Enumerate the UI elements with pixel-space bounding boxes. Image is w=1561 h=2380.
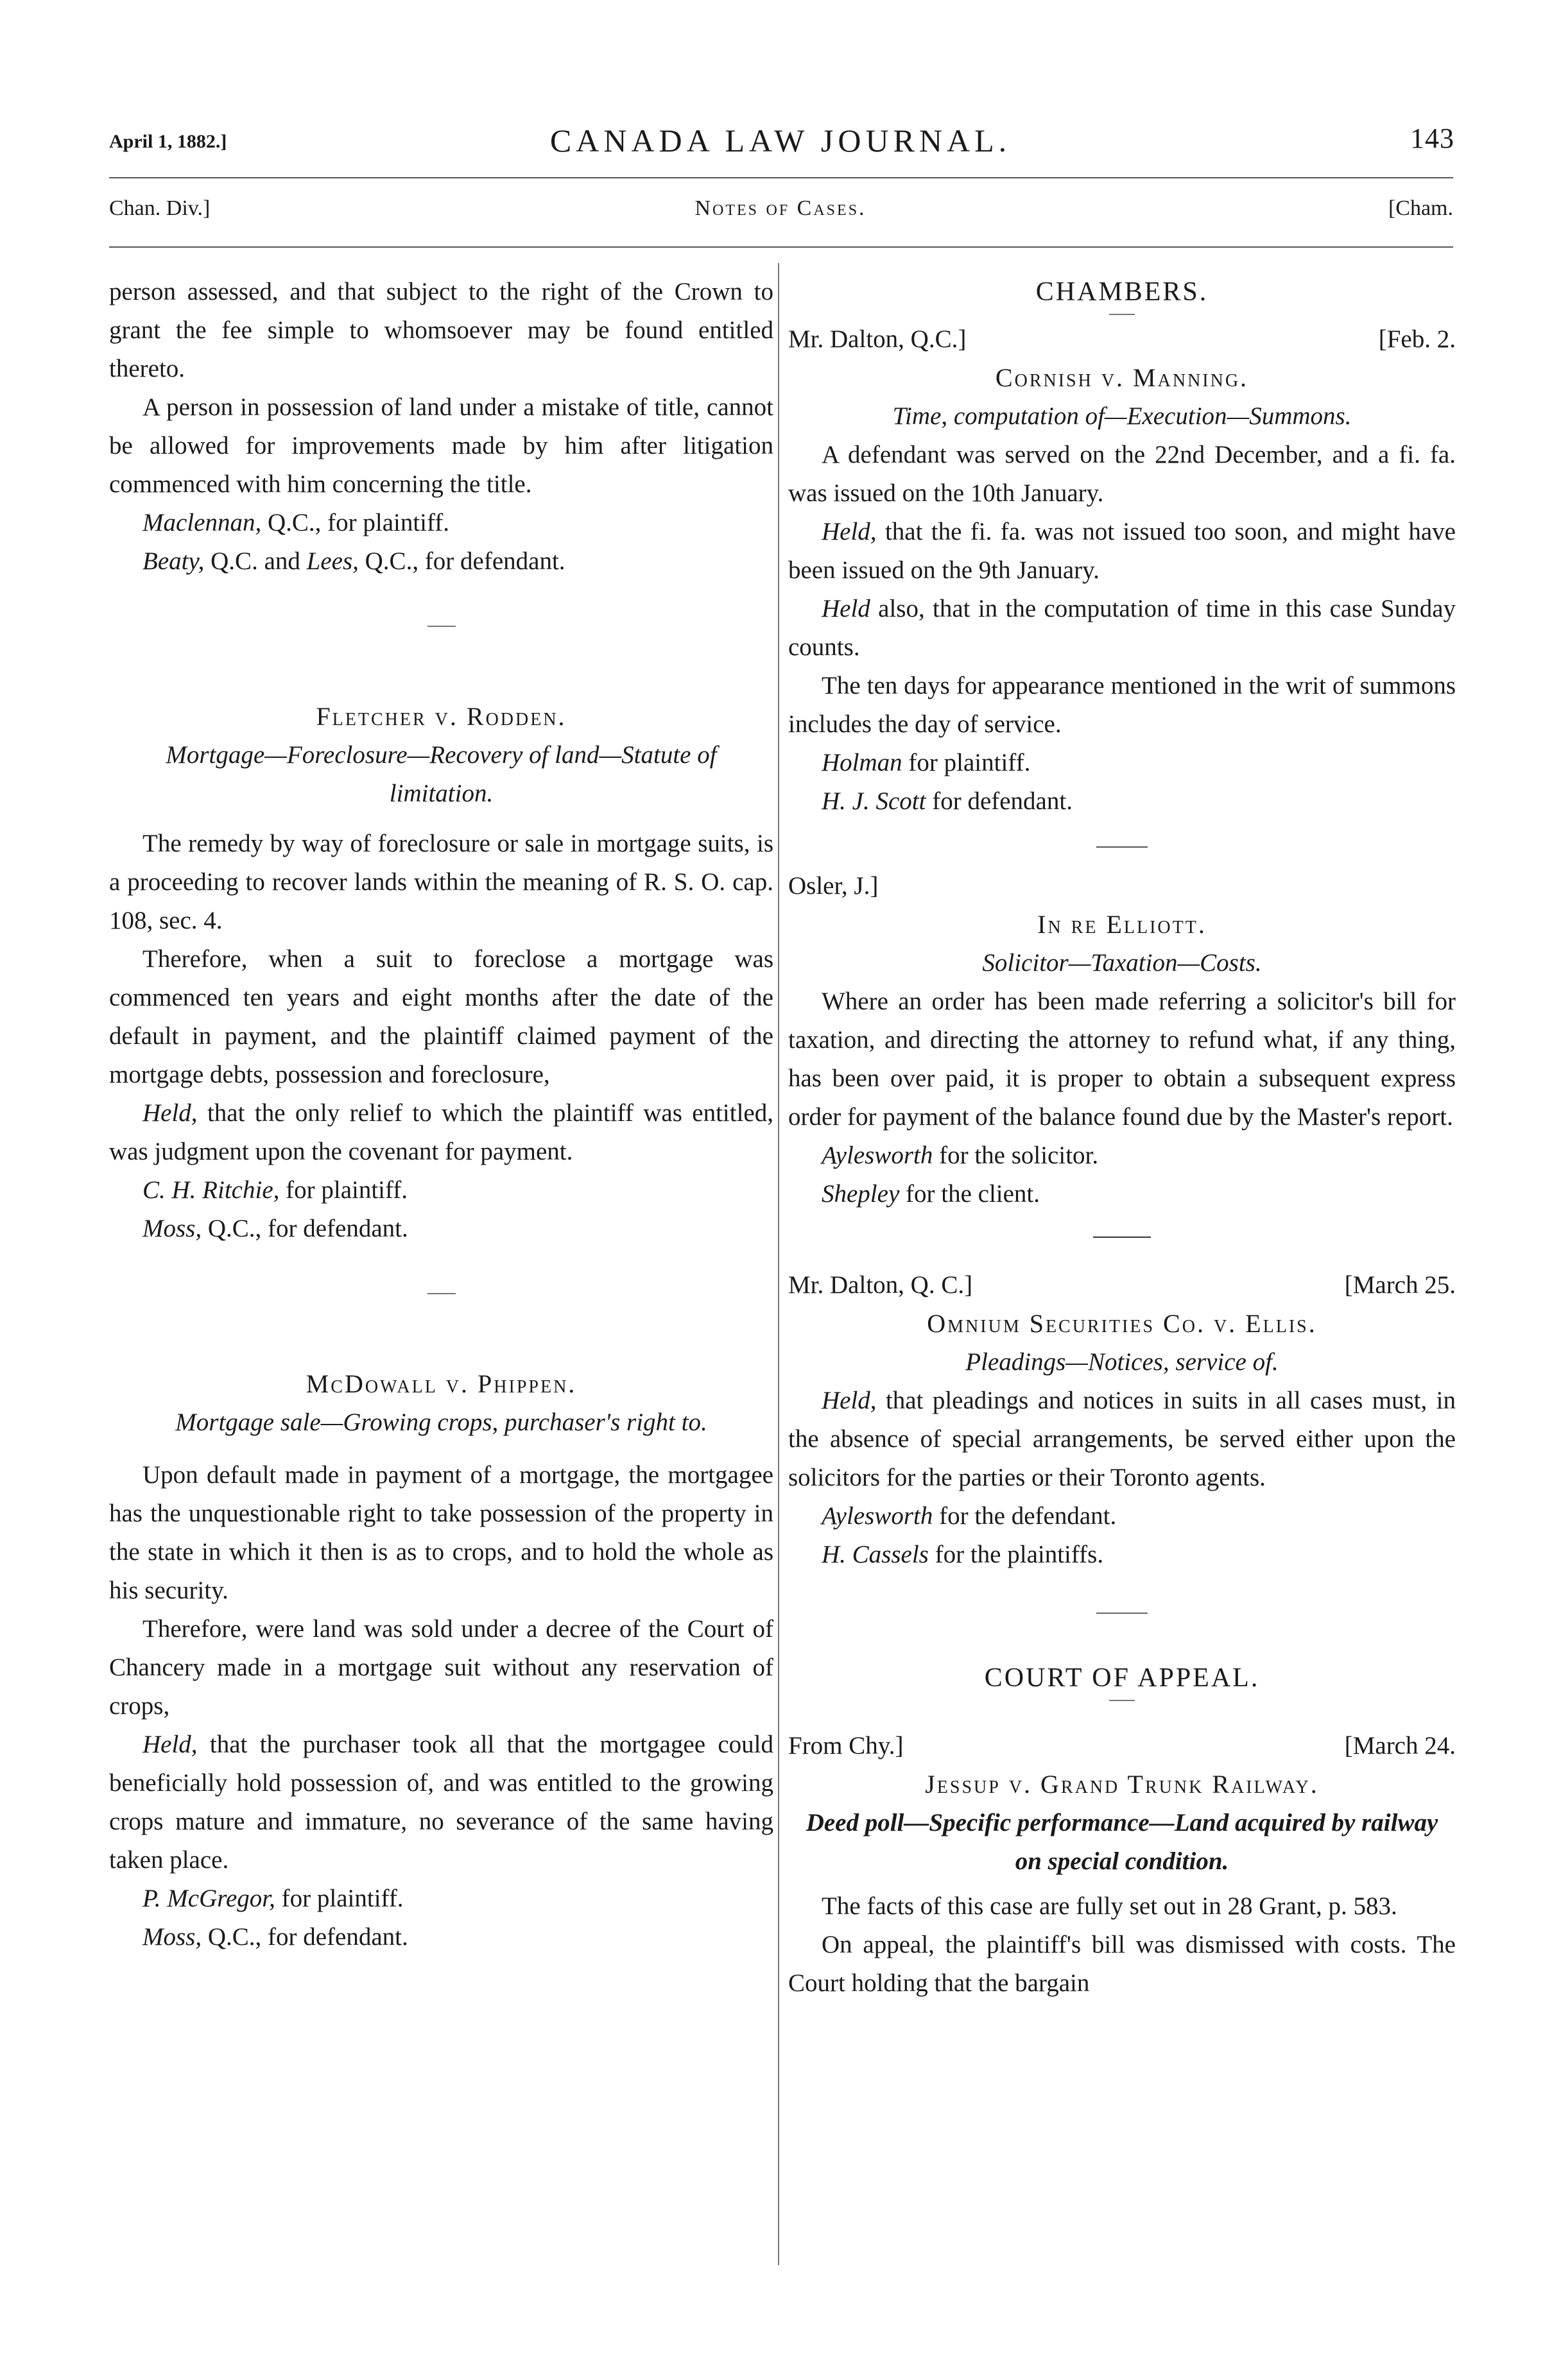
counsel-name: Lees, xyxy=(306,547,359,575)
case-paragraph: A defendant was served on the 22nd December, and a fi. fa. was issued on the 10th January. xyxy=(788,441,1456,507)
counsel-name: Beaty, xyxy=(142,547,205,575)
case-topic: Pleadings—Notices, service of. xyxy=(965,1348,1279,1376)
case-title: Omnium Securities Co. v. Ellis. xyxy=(927,1309,1317,1338)
case-topic: Time, computation of—Execution—Summons. xyxy=(892,402,1352,430)
case-holding: Held, that the fi. fa. was not issued too soon, and might have been issued on the 9th January. xyxy=(788,518,1456,584)
case-paragraph: Therefore, were land was sold under a decree of the Court of Chancery made in a mortgage suit without any reservation of crops, xyxy=(109,1615,773,1720)
heading-separator xyxy=(1109,1700,1135,1701)
held-word: Held xyxy=(822,595,870,622)
counsel-line: Shepley for the client. xyxy=(822,1180,1040,1208)
case-topic: Mortgage—Foreclosure—Recovery of land—Statute of limitation. xyxy=(166,741,717,807)
counsel-name: P. McGregor, xyxy=(142,1885,275,1912)
judge-line xyxy=(788,867,1456,905)
chambers-heading: CHAMBERS. xyxy=(1035,277,1209,307)
journal-title: CANADA LAW JOURNAL. xyxy=(549,123,1012,158)
case-separator xyxy=(1093,1237,1151,1238)
case-paragraph: On appeal, the plaintiff's bill was dismissed with costs. The Court holding that the bargain xyxy=(788,1931,1456,1997)
counsel-line: Holman for plaintiff. xyxy=(822,749,1031,776)
case-date: [Feb. 2. xyxy=(1378,325,1456,353)
case-holding: Held, that the only relief to which the plaintiff was entitled, was judgment upon the covenant for payment. xyxy=(109,1099,773,1165)
case-paragraph: The ten days for appearance mentioned in the writ of summons includes the day of service. xyxy=(788,672,1456,738)
case-holding: Held, that the purchaser took all that the mortgagee could beneficially hold possession of, and was entitled to the growing crops mature and immature, no severance of the same having taken place. xyxy=(109,1731,773,1874)
case-separator xyxy=(1096,1613,1148,1614)
held-word: Held, xyxy=(142,1731,198,1758)
case-paragraph: The remedy by way of foreclosure or sale in mortgage suits, is a proceeding to recover lands within the meaning of R. S. O. cap. 108, sec. 4. xyxy=(109,830,773,934)
case-title: Jessup v. Grand Trunk Railway. xyxy=(925,1770,1319,1799)
case-paragraph: Upon default made in payment of a mortgage, the mortgagee has the unquestionable right to take possession of the property in the state in which it then is as to crops, and to hold the whole as his security. xyxy=(109,1461,773,1604)
judge-line xyxy=(788,1727,1456,1765)
counsel-name: Aylesworth xyxy=(822,1502,933,1530)
page-number: 143 xyxy=(1410,123,1454,154)
counsel-name: Shepley xyxy=(822,1180,900,1208)
counsel-line: P. McGregor, for plaintiff. xyxy=(142,1885,404,1912)
counsel-line: Aylesworth for the solicitor. xyxy=(822,1142,1099,1169)
left-column xyxy=(109,273,773,1956)
counsel-line: Moss, Q.C., for defendant. xyxy=(142,1215,408,1242)
case-holding: Held, that pleadings and notices in suits in all cases must, in the absence of special arrangements, be served either upon the solicitors for the parties or their Toronto agents. xyxy=(788,1387,1456,1491)
held-word: Held, xyxy=(822,1387,877,1414)
heading-separator xyxy=(1109,314,1135,315)
counsel-name: Maclennan, xyxy=(142,509,262,536)
case-title: In re Elliott. xyxy=(1037,910,1207,939)
case-title: Fletcher v. Rodden. xyxy=(316,702,567,731)
right-column xyxy=(788,273,1456,2003)
counsel-line: Aylesworth for the defendant. xyxy=(822,1502,1117,1530)
judge-name: Osler, J.] xyxy=(788,872,879,900)
judge-line xyxy=(788,1266,1456,1305)
case-separator xyxy=(1096,846,1148,848)
case-topic: Mortgage sale—Growing crops, purchaser's right to. xyxy=(175,1408,707,1436)
counsel-line: Beaty, Q.C. and Lees, Q.C., for defendant. xyxy=(142,547,565,575)
case-topic: Deed poll—Specific performance—Land acquired by railway on special condition. xyxy=(806,1809,1438,1875)
judge-line xyxy=(788,320,1456,359)
case-date: [March 25. xyxy=(1344,1271,1456,1299)
case-title: McDowall v. Phippen. xyxy=(306,1369,577,1398)
division-label: Chan. Div.] xyxy=(109,196,211,220)
case-date: [March 24. xyxy=(1344,1732,1456,1759)
section-tag: [Cham. xyxy=(1388,196,1453,220)
counsel-name: C. H. Ritchie, xyxy=(142,1176,280,1204)
court-of-appeal-heading: COURT OF APPEAL. xyxy=(984,1663,1260,1693)
subheader-rule xyxy=(109,246,1453,248)
case-topic: Solicitor—Taxation—Costs. xyxy=(982,949,1262,977)
header-rule xyxy=(109,177,1453,178)
court-origin: From Chy.] xyxy=(788,1732,904,1759)
counsel-line: H. J. Scott for defendant. xyxy=(822,787,1073,815)
held-word: Held, xyxy=(142,1099,198,1127)
case-separator xyxy=(427,626,456,627)
counsel-name: Aylesworth xyxy=(822,1142,933,1169)
section-label: Notes of Cases. xyxy=(694,196,867,220)
counsel-line: C. H. Ritchie, for plaintiff. xyxy=(142,1176,408,1204)
counsel-line: Maclennan, Q.C., for plaintiff. xyxy=(142,509,450,536)
case-title: Cornish v. Manning. xyxy=(995,363,1249,392)
case-separator xyxy=(427,1293,456,1294)
case-holding: Held also, that in the computation of time in this case Sunday counts. xyxy=(788,595,1456,661)
continued-paragraph: person assessed, and that subject to the right of the Crown to grant the fee simple to whomsoever may be found entitled thereto. xyxy=(109,278,773,382)
counsel-line: Moss, Q.C., for defendant. xyxy=(142,1923,408,1951)
counsel-name: Moss, xyxy=(142,1215,202,1242)
case-paragraph: Where an order has been made referring a solicitor's bill for taxation, and directing the attorney to refund what, if any thing, has been over paid, it is proper to obtain a subsequent express order for payment of the balance found due by the Master's report. xyxy=(788,988,1456,1131)
case-paragraph: Therefore, when a suit to foreclose a mortgage was commenced ten years and eight months after the date of the default in payment, and the plaintiff claimed payment of the mortgage debts, possession and foreclosure, xyxy=(109,945,773,1088)
column-divider xyxy=(778,263,779,2265)
counsel-name: Holman xyxy=(822,749,902,776)
held-word: Held, xyxy=(822,518,877,545)
case-paragraph: The facts of this case are fully set out in 28 Grant, p. 583. xyxy=(822,1892,1397,1920)
counsel-line: H. Cassels for the plaintiffs. xyxy=(822,1541,1104,1568)
counsel-name: H. Cassels xyxy=(822,1541,929,1568)
continued-paragraph: A person in possession of land under a mistake of title, cannot be allowed for improvements made by him after litigation commenced with him concerning the title. xyxy=(109,393,773,498)
counsel-name: H. J. Scott xyxy=(822,787,926,815)
counsel-name: Moss, xyxy=(142,1923,202,1951)
issue-date: April 1, 1882.] xyxy=(109,131,227,152)
judge-name: Mr. Dalton, Q. C.] xyxy=(788,1271,973,1299)
judge-name: Mr. Dalton, Q.C.] xyxy=(788,325,967,353)
